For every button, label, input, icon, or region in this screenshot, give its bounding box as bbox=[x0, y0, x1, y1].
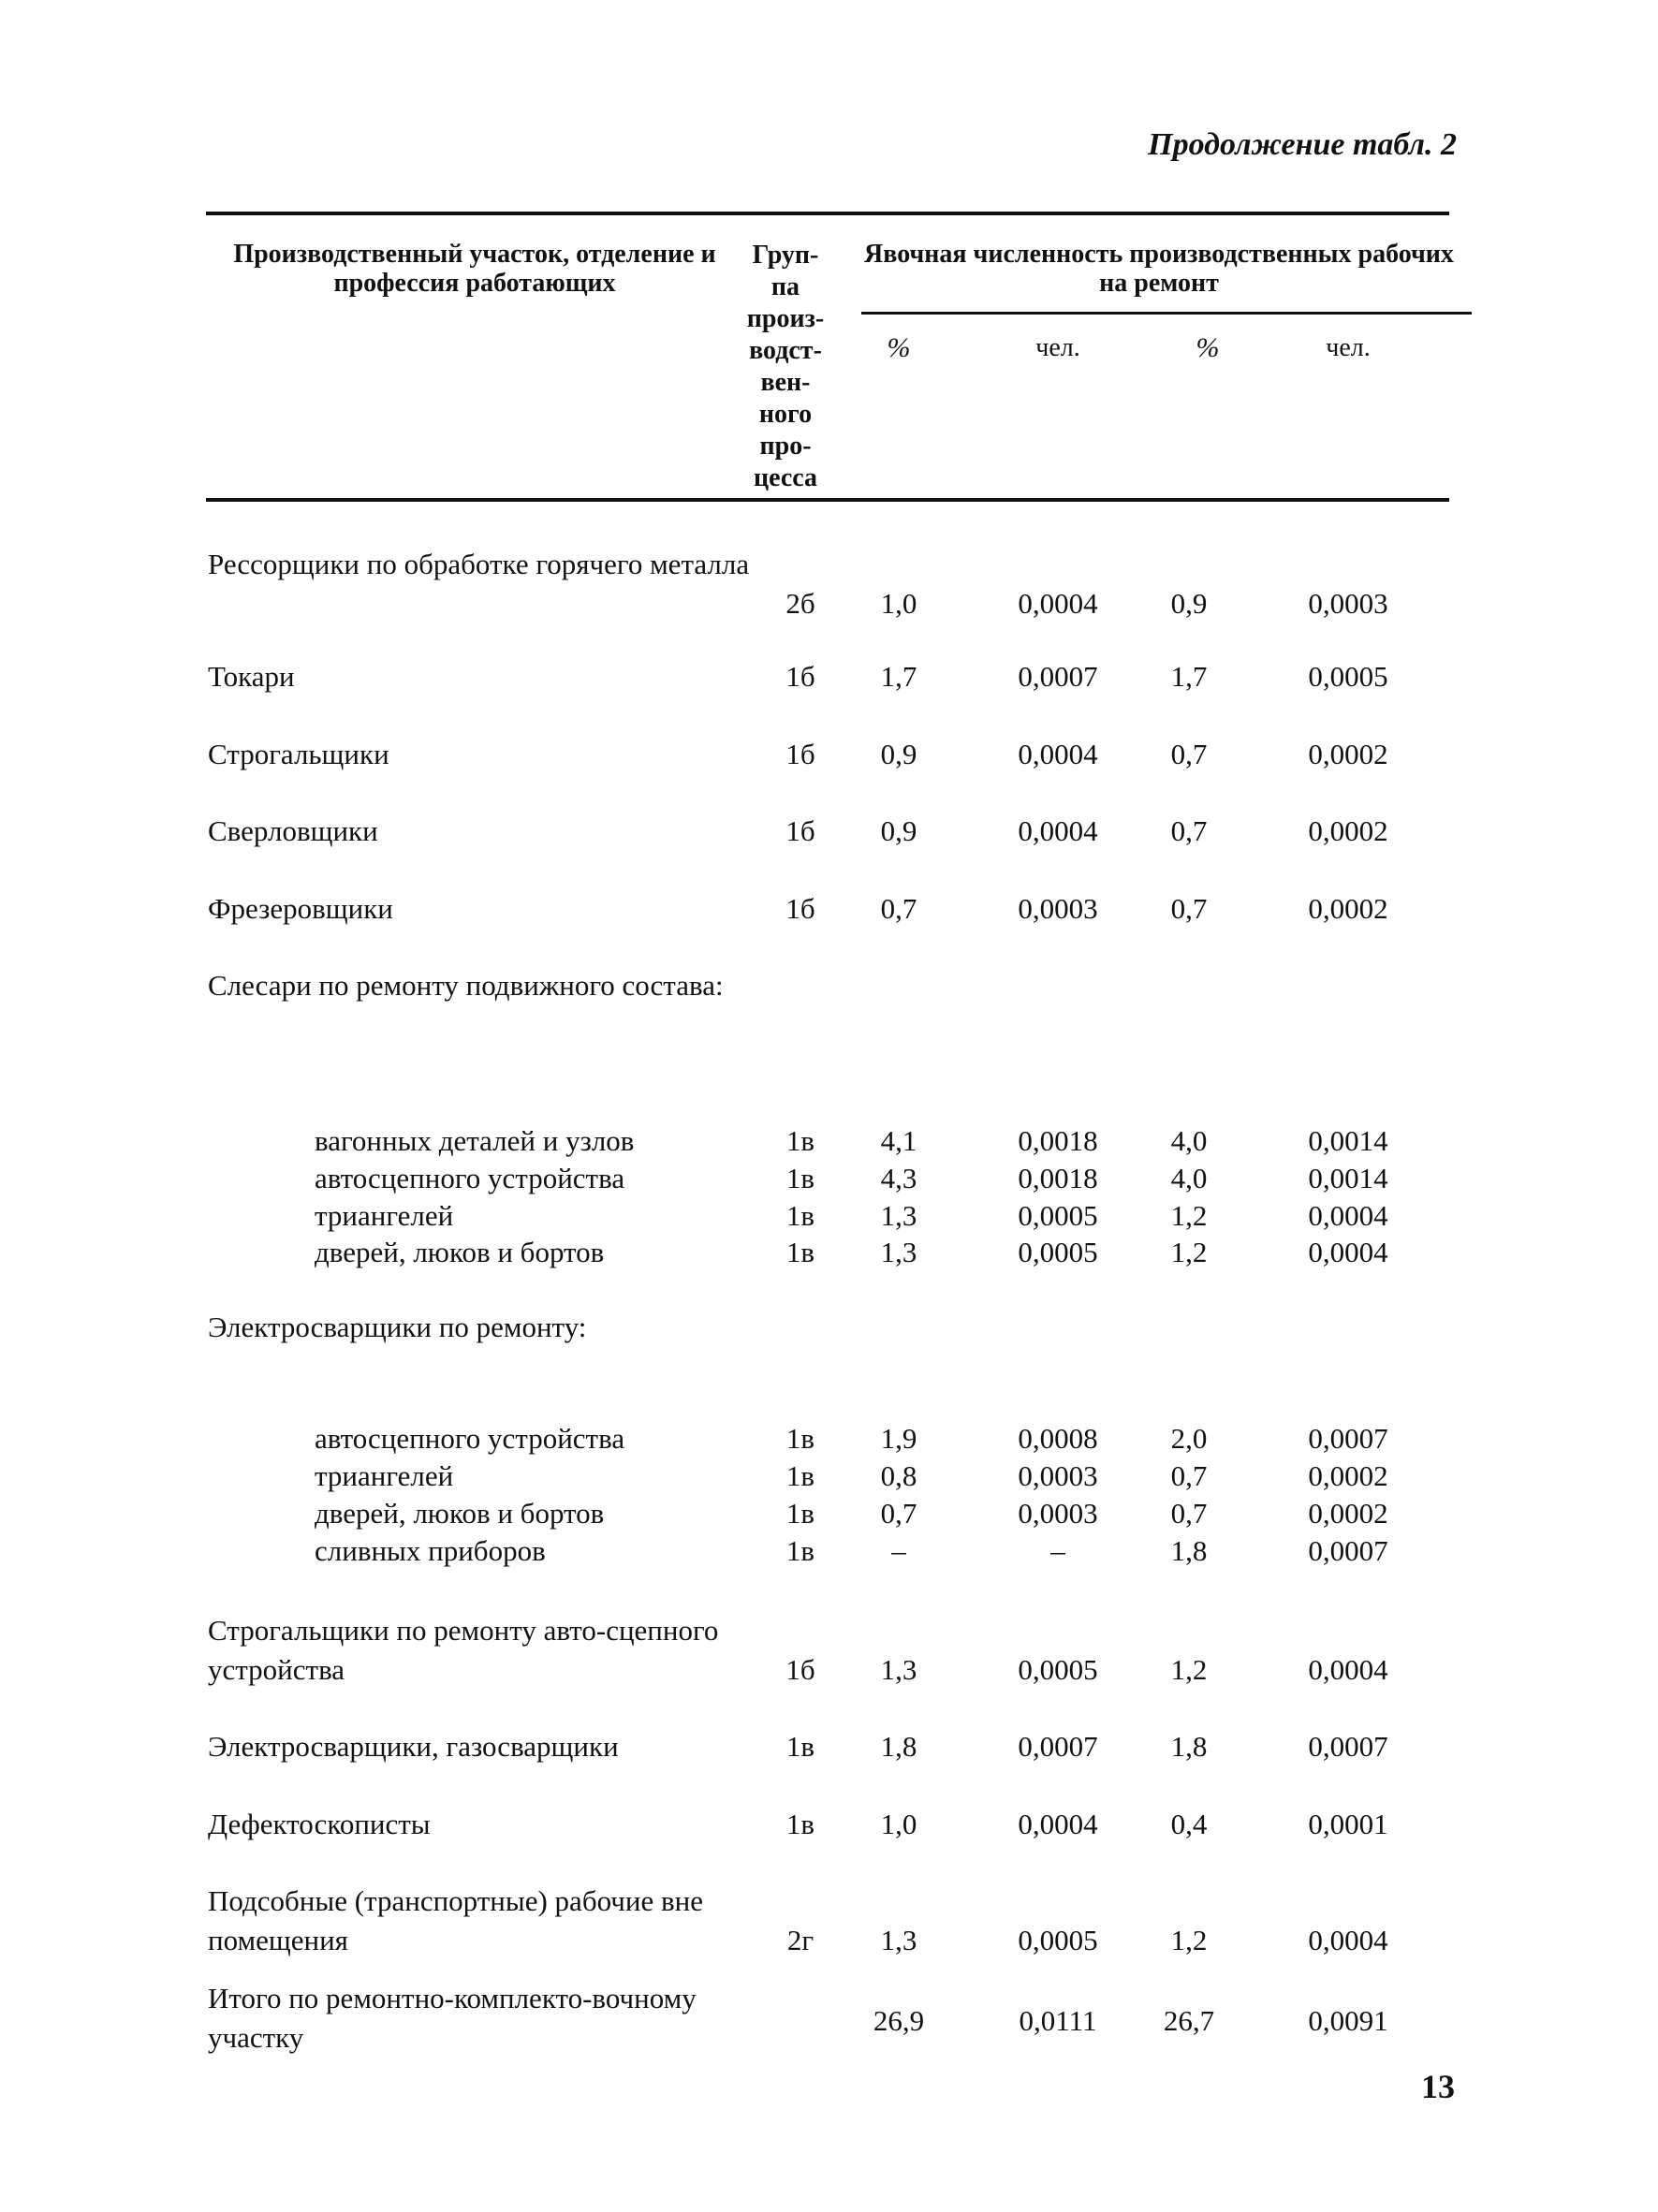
row-label: сливных приборов bbox=[315, 1534, 546, 1567]
row-percent-1: 0,9 bbox=[880, 814, 917, 847]
row-label: Строгальщики bbox=[208, 738, 389, 770]
header-sub-people-2: чел. bbox=[1326, 333, 1371, 362]
row-percent-1: 1,9 bbox=[880, 1422, 917, 1455]
row-percent-2: 26,7 bbox=[1163, 2004, 1215, 2037]
header-sub-percent-2: % bbox=[1196, 332, 1220, 363]
row-percent-2: 1,2 bbox=[1170, 1199, 1208, 1232]
row-people-1: 0,0004 bbox=[1018, 587, 1098, 620]
row-percent-1: 4,3 bbox=[880, 1162, 917, 1194]
row-group: 1в bbox=[785, 1534, 815, 1567]
row-percent-2: 0,7 bbox=[1170, 1459, 1208, 1492]
row-people-1: 0,0003 bbox=[1018, 1459, 1098, 1492]
row-label: Слесари по ремонту подвижного состава: bbox=[208, 969, 724, 1002]
row-people-2: 0,0001 bbox=[1308, 1808, 1388, 1840]
row-label: Подсобные (транспортные) рабочие вне помещения bbox=[208, 1884, 703, 1956]
row-label: триангелей bbox=[315, 1199, 454, 1232]
row-people-1: 0,0005 bbox=[1018, 1236, 1098, 1268]
row-people-1: 0,0008 bbox=[1018, 1422, 1098, 1455]
row-percent-2: 0,7 bbox=[1170, 1497, 1208, 1530]
row-people-2: 0,0004 bbox=[1308, 1199, 1388, 1232]
row-group: 1в bbox=[785, 1236, 815, 1268]
row-percent-1: 0,7 bbox=[880, 1497, 917, 1530]
row-label: автосцепного устройства bbox=[315, 1422, 625, 1455]
row-percent-1: 0,7 bbox=[880, 892, 917, 925]
row-percent-2: 0,7 bbox=[1170, 814, 1208, 847]
row-percent-2: 1,8 bbox=[1170, 1534, 1208, 1567]
row-percent-2: 1,2 bbox=[1170, 1653, 1208, 1686]
row-people-2: 0,0007 bbox=[1308, 1422, 1388, 1455]
row-group: 1в bbox=[785, 1199, 815, 1232]
header-profession: Производственный участок, отделение и профессия работающих bbox=[233, 240, 716, 298]
row-people-2: 0,0005 bbox=[1308, 660, 1388, 693]
row-people-1: 0,0111 bbox=[1019, 2004, 1097, 2037]
row-people-1: 0,0004 bbox=[1018, 814, 1098, 847]
row-label: Дефектоскописты bbox=[208, 1808, 431, 1840]
row-people-2: 0,0002 bbox=[1308, 1459, 1388, 1492]
row-people-2: 0,0004 bbox=[1308, 1924, 1388, 1956]
row-percent-1: 1,7 bbox=[880, 660, 917, 693]
row-percent-1: 0,9 bbox=[880, 738, 917, 770]
row-group: 1б bbox=[785, 660, 815, 693]
row-people-2: 0,0002 bbox=[1308, 738, 1388, 770]
row-label: триангелей bbox=[315, 1459, 454, 1492]
row-group: 1б bbox=[785, 738, 815, 770]
row-people-2: 0,0007 bbox=[1308, 1730, 1388, 1763]
row-percent-1: – bbox=[891, 1534, 906, 1567]
row-label: Электросварщики, газосварщики bbox=[208, 1730, 619, 1763]
row-group: 1б bbox=[785, 892, 815, 925]
row-percent-2: 0,9 bbox=[1170, 587, 1208, 620]
row-percent-1: 1,3 bbox=[880, 1653, 917, 1686]
row-label: Сверловщики bbox=[208, 814, 378, 847]
row-people-2: 0,0002 bbox=[1308, 892, 1388, 925]
row-percent-1: 1,0 bbox=[880, 1808, 917, 1840]
row-group: 2б bbox=[785, 587, 815, 620]
header-attendance: Явочная численность производственных рабочих на ремонт bbox=[864, 240, 1454, 298]
continuation-caption: Продолжение табл. 2 bbox=[1148, 127, 1457, 162]
row-people-1: 0,0003 bbox=[1018, 892, 1098, 925]
row-label: Рессорщики по обработке горячего металла bbox=[208, 548, 750, 580]
row-label: Электросварщики по ремонту: bbox=[208, 1311, 587, 1343]
header-sub-people-1: чел. bbox=[1035, 333, 1080, 362]
row-people-2: 0,0004 bbox=[1308, 1653, 1388, 1686]
row-people-1: 0,0004 bbox=[1018, 738, 1098, 770]
row-people-1: 0,0005 bbox=[1018, 1924, 1098, 1956]
row-group: 1в bbox=[785, 1124, 815, 1157]
row-group: 1в bbox=[785, 1162, 815, 1194]
row-label: Токари bbox=[208, 660, 295, 693]
row-group: 1в bbox=[785, 1459, 815, 1492]
row-people-2: 0,0002 bbox=[1308, 814, 1388, 847]
row-people-2: 0,0002 bbox=[1308, 1497, 1388, 1530]
row-people-1: 0,0018 bbox=[1018, 1162, 1098, 1194]
row-people-2: 0,0007 bbox=[1308, 1534, 1388, 1567]
header-sub-percent-1: % bbox=[887, 332, 911, 363]
header-group: Груп-па произ-водст-вен-ного про-цесса bbox=[746, 241, 825, 492]
row-group: 1в bbox=[785, 1808, 815, 1840]
row-label: вагонных деталей и узлов bbox=[315, 1124, 635, 1157]
row-percent-2: 4,0 bbox=[1170, 1162, 1208, 1194]
row-people-1: 0,0007 bbox=[1018, 1730, 1098, 1763]
row-percent-2: 1,8 bbox=[1170, 1730, 1208, 1763]
row-people-2: 0,0091 bbox=[1308, 2004, 1388, 2037]
row-label: дверей, люков и бортов bbox=[315, 1236, 605, 1268]
row-percent-2: 0,7 bbox=[1170, 738, 1208, 770]
row-label: автосцепного устройства bbox=[315, 1162, 625, 1194]
row-group: 1в bbox=[785, 1422, 815, 1455]
row-percent-2: 2,0 bbox=[1170, 1422, 1208, 1455]
row-label: Фрезеровщики bbox=[208, 892, 393, 925]
row-people-2: 0,0014 bbox=[1308, 1124, 1388, 1157]
row-percent-1: 1,3 bbox=[880, 1924, 917, 1956]
row-label: Строгальщики по ремонту авто-сцепного устройства bbox=[208, 1614, 719, 1686]
row-people-1: 0,0004 bbox=[1018, 1808, 1098, 1840]
table-top-rule bbox=[206, 212, 1449, 215]
row-people-1: 0,0003 bbox=[1018, 1497, 1098, 1530]
row-percent-1: 1,8 bbox=[880, 1730, 917, 1763]
row-people-1: 0,0005 bbox=[1018, 1199, 1098, 1232]
row-percent-2: 1,2 bbox=[1170, 1236, 1208, 1268]
row-group: 2г bbox=[786, 1924, 814, 1956]
row-percent-1: 1,3 bbox=[880, 1199, 917, 1232]
row-people-1: 0,0018 bbox=[1018, 1124, 1098, 1157]
row-people-1: 0,0007 bbox=[1018, 660, 1098, 693]
page-number: 13 bbox=[1421, 2068, 1455, 2105]
row-group: 1б bbox=[785, 814, 815, 847]
header-subdivider-rule bbox=[861, 312, 1472, 315]
row-percent-2: 1,7 bbox=[1170, 660, 1208, 693]
row-percent-1: 1,0 bbox=[880, 587, 917, 620]
row-group: 1в bbox=[785, 1730, 815, 1763]
row-people-1: – bbox=[1050, 1534, 1065, 1567]
row-percent-2: 4,0 bbox=[1170, 1124, 1208, 1157]
row-percent-2: 0,7 bbox=[1170, 892, 1208, 925]
row-people-2: 0,0004 bbox=[1308, 1236, 1388, 1268]
row-percent-2: 0,4 bbox=[1170, 1808, 1208, 1840]
row-percent-2: 1,2 bbox=[1170, 1924, 1208, 1956]
row-label: Итого по ремонтно-комплекто-вочному участку bbox=[208, 1982, 697, 2054]
row-percent-1: 4,1 bbox=[880, 1124, 917, 1157]
row-percent-1: 26,9 bbox=[873, 2004, 925, 2037]
row-percent-1: 1,3 bbox=[880, 1236, 917, 1268]
row-percent-1: 0,8 bbox=[880, 1459, 917, 1492]
header-bottom-rule bbox=[206, 498, 1449, 502]
row-group: 1в bbox=[785, 1497, 815, 1530]
row-group: 1б bbox=[785, 1653, 815, 1686]
row-label: дверей, люков и бортов bbox=[315, 1497, 605, 1530]
row-people-1: 0,0005 bbox=[1018, 1653, 1098, 1686]
row-people-2: 0,0014 bbox=[1308, 1162, 1388, 1194]
row-people-2: 0,0003 bbox=[1308, 587, 1388, 620]
